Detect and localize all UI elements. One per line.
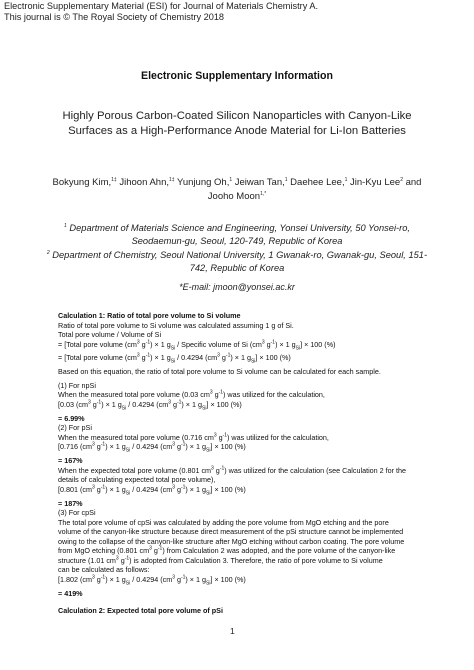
journal-header-line-2: This journal is © The Royal Society of Chemistry 2018 [4, 12, 225, 22]
paragraph-line: structure (1.01 $cm^3$ $g^{-1}$) is adopted from Calculation 3. Therefore, the ratio of pore volume to Si volume [58, 555, 383, 565]
case-line: When the expected total pore volume (0.801 $cm^3$ $g^{-1}$) was utilized for the calculation (see Calculation 2 for the [58, 465, 407, 475]
case-label-npsi: (1) For npSi [58, 380, 96, 390]
case-label-psi: (2) For pSi [58, 423, 92, 433]
esi-title: Electronic Supplementary Information [141, 70, 333, 82]
author-line-1: Bokyung Kim,$^{1\ddagger}$ Jihoon Ahn,$^{1\ddagger}$ Yunjung Oh,$^1$ Jeiwan Tan,$^1$ Daehee Lee,$^1$ Jin-Kyu Lee$^2$ and [52, 176, 422, 188]
paragraph-line: The total pore volume of cpSi was calculated by adding the pore volume from MgO etching and the pore [58, 517, 389, 527]
result-cpsi: = 419% [58, 588, 83, 598]
affiliation-1: $^1$ Department of Materials Science and Engineering, Yonsei University, 50 Yonsei-ro, [64, 222, 410, 233]
affiliations [30, 222, 444, 276]
calculation-2-heading: Calculation 2: Expected total pore volume of pSi [58, 606, 223, 616]
equation-line: [0.03 ($cm^3$ $g^{-1}) \times 1$ $g_{Si} / 0.4294$ ($cm^3$ $g^{-1}) \times 1$ $g_{Si}] \times 100$ (%) [58, 399, 242, 412]
calc1-line: Based on this equation, the ratio of total pore volume to Si volume can be calculated for each sample. [58, 367, 381, 377]
equation-line: [0.801 ($cm^3$ $g^{-1}) \times 1$ $g_{Si} / 0.4294$ ($cm^3$ $g^{-1}) \times 1$ $g_{Si}] \times 100$ (%) [58, 484, 246, 497]
paper-title [30, 109, 444, 139]
calc1-line: Total pore volume / Volume of Si [58, 330, 162, 339]
paragraph-line: volume of the canyon-like structure because direct measurement of the pSi structure cannot be implemented [58, 527, 404, 537]
corresponding-email[interactable]: *E-mail: jmoon@yonsei.ac.kr [179, 282, 295, 292]
result-psi-measured: = 167% [58, 456, 83, 466]
paper-title-line-2: Surfaces as a High-Performance Anode Material for Li-Ion Batteries [68, 125, 406, 138]
equation-line: = [Total pore volume ($cm^3$ $g^{-1}) \times 1$ $g_{Si} / 0.4294$ ($cm^3$ $g^{-1}) \times 1$ $g_{Si}] \times 100$ (%) [58, 353, 291, 365]
case-label-cpsi: (3) For cpSi [58, 508, 96, 518]
case-line: When the measured total pore volume (0.716 $cm^3$ $g^{-1}$) was utilized for the calculation, [58, 432, 329, 442]
affiliation-2-cont: 742, Republic of Korea [189, 263, 285, 274]
paper-title-line-1: Highly Porous Carbon-Coated Silicon Nanoparticles with Canyon-Like [62, 110, 412, 122]
author-list [30, 176, 444, 204]
author-line-2: Jooho Moon$^{1,*}$ [207, 190, 267, 202]
result-npsi: = 6.99% [58, 413, 85, 423]
calculation-1-heading: Calculation 1: Ratio of total pore volume to Si volume [58, 311, 241, 320]
equation-line: [0.716 ($cm^3$ $g^{-1}) \times 1$ $g_{Si} / 0.4294$ ($cm^3$ $g^{-1}) \times 1$ $g_{Si}] \times 100$ (%) [58, 441, 246, 454]
paragraph-line: can be calculated as follows: [58, 565, 150, 575]
result-psi-expected: = 187% [58, 498, 83, 508]
case-line: details of calculating expected total pore volume), [58, 475, 216, 485]
case-line: When the measured total pore volume (0.03 $cm^3$ $g^{-1}$) was utilized for the calculation, [58, 389, 325, 400]
journal-header [4, 1, 318, 23]
journal-header-line-1: Electronic Supplementary Material (ESI) for Journal of Materials Chemistry A. [4, 1, 319, 11]
calculation-1-section [58, 311, 418, 616]
page-number: 1 [230, 626, 235, 636]
affiliation-2: $^2$ Department of Chemistry, Seoul National University, 1 Gwanak-ro, Gwanak-gu, Seoul, 151- [46, 249, 428, 260]
equation-line: = [Total pore volume ($cm^3$ $g^{-1}) \times 1$ $g_{Si}$ / Specific volume of Si ($cm^3$ $g^{-1}) \times 1$ $g_{Si}] \times 100$ (%) [58, 339, 336, 351]
equation-line: [1.802 ($cm^3$ $g^{-1}) \times 1$ $g_{Si} / 0.4294$ ($cm^3$ $g^{-1}) \times 1$ $g_{Si}] \times 100$ (%) [58, 574, 246, 587]
paragraph-line: owing to the collapse of the canyon-like structure after MgO etching without carbon coating. The pore volume [58, 536, 405, 546]
paragraph-line: from MgO etching (0.801 $cm^3$ $g^{-1}$) from Calculation 2 was adopted, and the pore volume of the canyon-like [58, 545, 396, 556]
calc1-line: Ratio of total pore volume to Si volume was calculated assuming 1 g of Si. [58, 320, 294, 330]
affiliation-1-cont: Seodaemun-gu, Seoul, 120-749, Republic of Korea [131, 236, 343, 247]
